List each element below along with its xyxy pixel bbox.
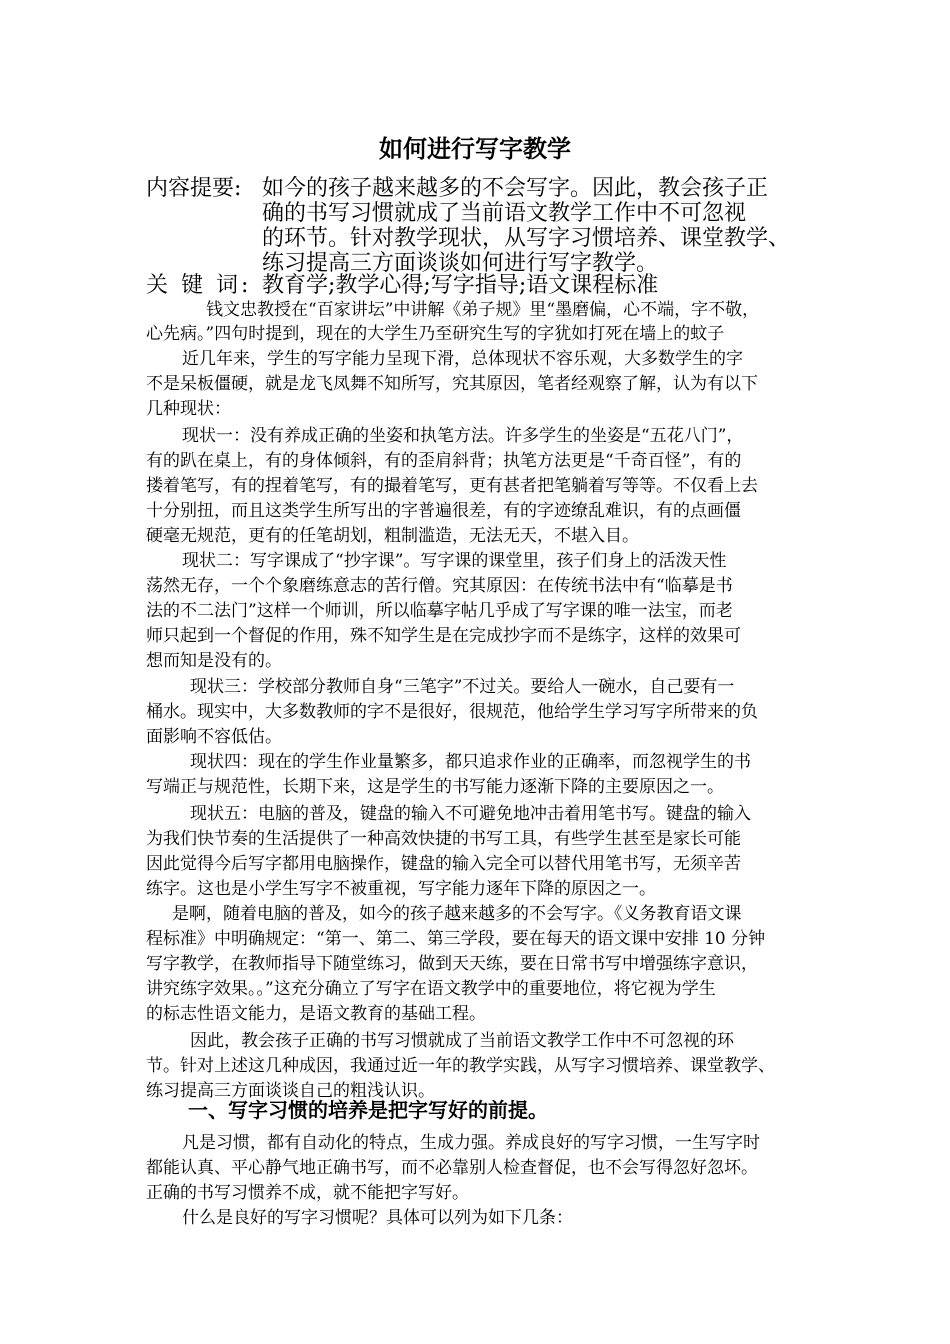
body-line: 因此觉得今后写字都用电脑操作，键盘的输入完全可以替代用笔书写，无须辛苦 xyxy=(146,854,741,874)
document-title: 如何进行写字教学 xyxy=(379,135,571,163)
section-line: 正确的书写习惯养不成，就不能把字写好。 xyxy=(146,1183,469,1203)
section-line: 都能认真、平心静气地正确书写，而不必靠别人检查督促，也不会写得忽好忽坏。 xyxy=(146,1158,758,1178)
body-line: 讲究练字效果。。”这充分确立了写字在语文教学中的重要地位，将它视为学生 xyxy=(146,979,716,999)
body-line: 面影响不容低估。 xyxy=(146,727,282,747)
body-line: 是啊，随着电脑的普及，如今的孩子越来越多的不会写字。《义务教育语文课 xyxy=(172,904,742,924)
abstract-line: 的环节。针对教学现状，从写字习惯培养、课堂教学、 xyxy=(262,226,791,251)
keywords-row xyxy=(146,271,658,300)
body-line: 为我们快节奏的生活提供了一种高效快捷的书写工具，有些学生甚至是家长可能 xyxy=(146,829,741,849)
abstract-line: 如今的孩子越来越多的不会写字。因此，教会孩子正 xyxy=(262,176,769,201)
section-line: 凡是习惯，都有自动化的特点，生成力强。养成良好的写字习惯，一生写字时 xyxy=(182,1133,760,1153)
body-line: 桶水。现实中，大多数教师的字不是很好，很规范，他给学生学习写字所带来的负 xyxy=(146,702,758,722)
body-line: 钱文忠教授在“百家讲坛”中讲解《弟子规》里“墨磨偏，心不端，字不敬， xyxy=(206,300,760,320)
keywords-text: 教育学;教学心得;写字指导;语文课程标准 xyxy=(262,273,659,298)
body-line: 现状一：没有养成正确的坐姿和执笔方法。许多学生的坐姿是“五花八门”， xyxy=(182,426,744,446)
body-line: 的标志性语文能力，是语文教育的基础工程。 xyxy=(146,1004,486,1024)
body-line: 心先病。”四句时提到，现在的大学生乃至研究生写的字犹如打死在墙上的蚊子 xyxy=(146,324,725,344)
body-line: 近几年来，学生的写字能力呈现下滑，总体现状不容乐观，大多数学生的字 xyxy=(182,349,743,369)
section-line: 什么是良好的写字习惯呢？具体可以列为如下几条： xyxy=(182,1208,573,1228)
body-line: 节。针对上述这几种成因，我通过近一年的教学实践，从写字习惯培养、课堂教学、 xyxy=(146,1056,775,1076)
body-line: 练习提高三方面谈谈自己的粗浅认识。 xyxy=(146,1081,435,1101)
abstract-line: 练习提高三方面谈谈如何进行写字教学。 xyxy=(262,251,659,276)
body-line: 师只起到一个督促的作用，殊不知学生是在完成抄字而不是练字，这样的效果可 xyxy=(146,626,741,646)
body-line: 十分别扭，而且这类学生所写出的字普遍很差，有的字迹缭乱难识，有的点画僵 xyxy=(146,501,741,521)
body-line: 荡然无存，一个个象磨练意志的苦行僧。究其原因：在传统书法中有“临摹是书 xyxy=(146,576,733,596)
body-line: 程标准》中明确规定：“第一、第二、第三学段，要在每天的语文课中安排 10 分钟 xyxy=(146,929,766,949)
abstract-line: 确的书写习惯就成了当前语文教学工作中不可忽视 xyxy=(262,201,747,226)
body-line: 写端正与规范性，长期下来，这是学生的书写能力逐渐下降的主要原因之一。 xyxy=(146,777,724,797)
abstract-label: 内容提要: xyxy=(146,176,242,201)
body-line: 现状五：电脑的普及，键盘的输入不可避免地冲击着用笔书写。键盘的输入 xyxy=(190,804,751,824)
body-line: 现状四：现在的学生作业量繁多，都只追求作业的正确率，而忽视学生的书 xyxy=(190,752,751,772)
body-line: 现状二：写字课成了“抄字课”。写字课的课堂里，孩子们身上的活泼天性 xyxy=(182,551,727,571)
body-line: 现状三：学校部分教师自身“三笔字”不过关。要给人一碗水，自己要有一 xyxy=(190,677,735,697)
body-line: 练字。这也是小学生写字不被重视，写字能力逐年下降的原因之一。 xyxy=(146,879,656,899)
body-line: 写字教学，在教师指导下随堂练习，做到天天练，要在日常书写中增强练字意识， xyxy=(146,954,758,974)
body-line: 不是呆板僵硬，就是龙飞凤舞不知所写，究其原因，笔者经观察了解，认为有以下 xyxy=(146,374,758,394)
keywords-label: 关 键 词: xyxy=(146,273,252,298)
body-line: 法的不二法门”这样一个师训，所以临摹字帖几乎成了写字课的唯一法宝，而老 xyxy=(146,601,733,621)
body-line: 想而知是没有的。 xyxy=(146,651,282,671)
body-line: 有的趴在桌上，有的身体倾斜，有的歪肩斜背；执笔方法更是“千奇百怪”，有的 xyxy=(146,451,742,471)
body-line: 因此，教会孩子正确的书写习惯就成了当前语文教学工作中不可忽视的环 xyxy=(190,1031,734,1051)
body-line: 搂着笔写，有的捏着笔写，有的撮着笔写，更有甚者把笔躺着写等等。不仅看上去 xyxy=(146,476,758,496)
body-line: 硬毫无规范，更有的任笔胡划，粗制滥造，无法无天，不堪入目。 xyxy=(146,526,639,546)
section-heading: 一、写字习惯的培养是把字写好的前提。 xyxy=(188,1098,548,1122)
body-line: 几种现状： xyxy=(146,399,231,419)
